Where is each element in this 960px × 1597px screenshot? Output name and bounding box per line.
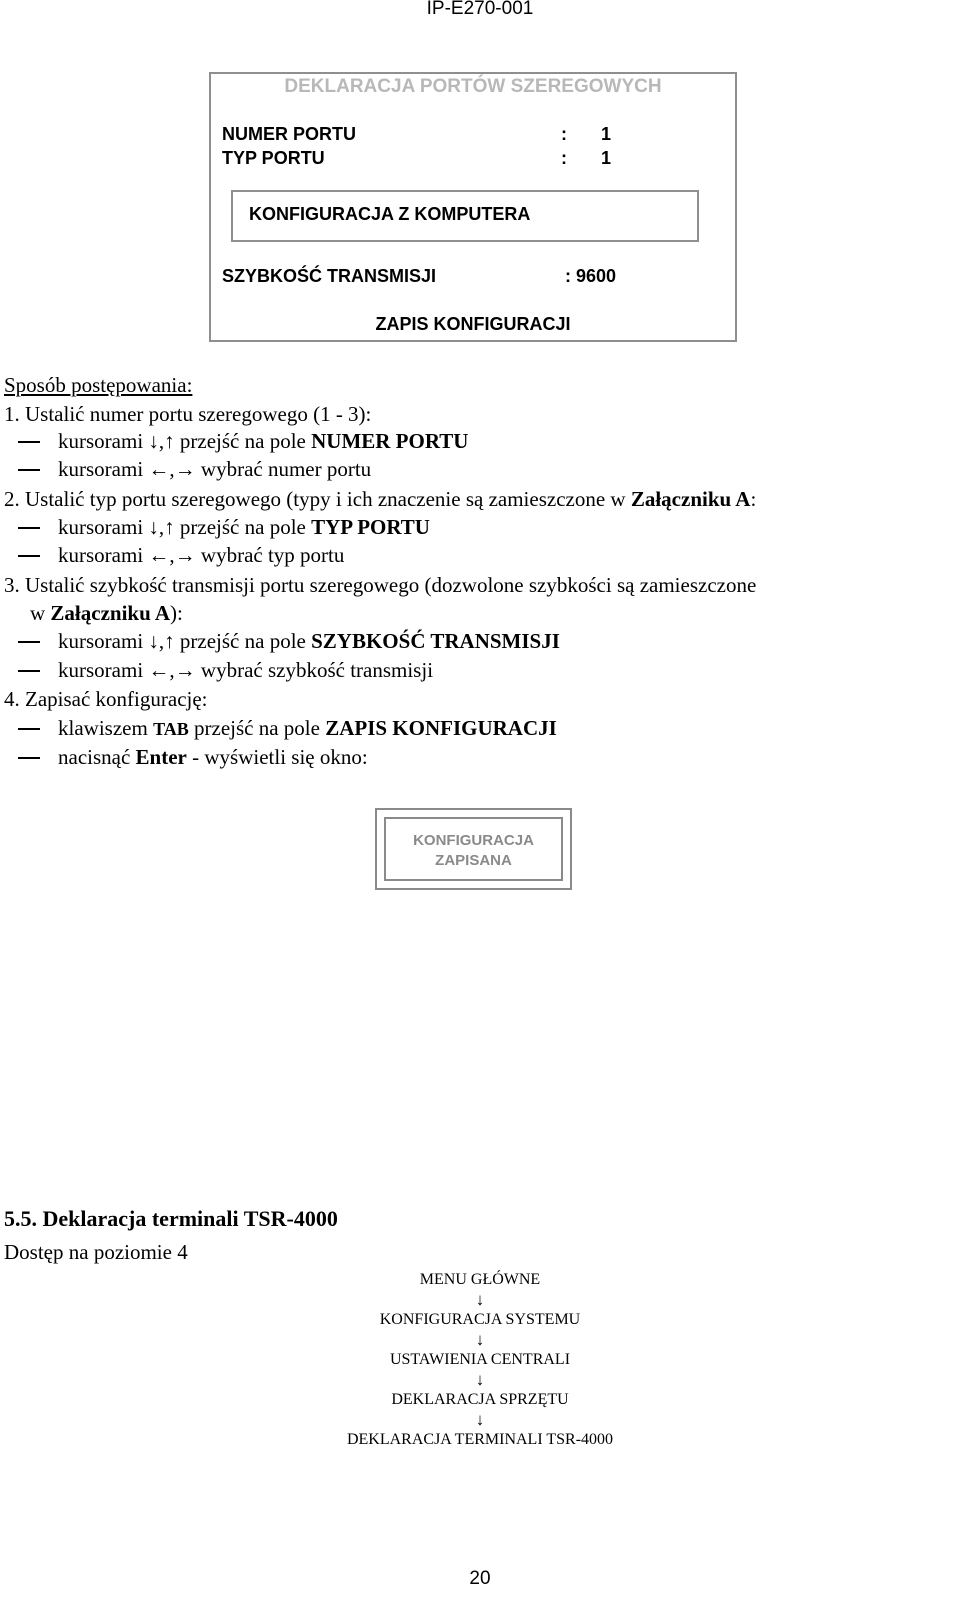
port-number-label: NUMER PORTU	[222, 124, 356, 144]
appendix-ref: Załączniku A	[630, 487, 751, 511]
key-ref-enter: Enter	[135, 745, 187, 769]
step-1b: kursorami ←,→ wybrać numer portu	[18, 455, 371, 483]
step-4a: klawiszem TAB przejść na pole ZAPIS KONFIGURACJI	[18, 714, 557, 743]
arrow-keys-leftright-icon: ←,→	[148, 543, 196, 567]
step-1a: kursorami ↓,↑ przejść na pole NUMER PORTU	[18, 427, 468, 455]
step-2b: kursorami ←,→ wybrać typ portu	[18, 541, 344, 569]
step-3-cont: w Załączniku A):	[30, 601, 183, 625]
menu-path-item: MENU GŁÓWNE	[419, 1271, 541, 1288]
arrow-keys-leftright-icon: ←,→	[148, 658, 196, 682]
port-type-value[interactable]: 1	[601, 148, 612, 168]
down-arrow-icon: ↓	[475, 1330, 485, 1349]
step-4b: nacisnąć Enter - wyświetli się okno:	[18, 743, 368, 771]
procedure-heading: Sposób postępowania:	[4, 373, 193, 397]
port-number-colon: :	[561, 124, 567, 144]
config-saved-popup	[375, 808, 572, 890]
field-ref: NUMER PORTU	[311, 429, 469, 453]
field-ref: ZAPIS KONFIGURACJI	[325, 716, 557, 740]
menu-path-item: DEKLARACJA SPRZĘTU	[391, 1391, 569, 1408]
step-2a: kursorami ↓,↑ przejść na pole TYP PORTU	[18, 513, 430, 541]
step-4: 4. Zapisać konfigurację:	[4, 687, 208, 711]
step-3b: kursorami ←,→ wybrać szybkość transmisji	[18, 656, 433, 684]
access-level: Dostęp na poziomie 4	[4, 1240, 188, 1264]
step-3a: kursorami ↓,↑ przejść na pole SZYBKOŚĆ TRANSMISJI	[18, 627, 560, 655]
menu-path-item: DEKLARACJA TERMINALI TSR-4000	[346, 1431, 614, 1448]
config-source-label: KONFIGURACJA Z KOMPUTERA	[249, 204, 531, 224]
serial-port-dialog	[209, 72, 737, 342]
down-arrow-icon: ↓	[475, 1370, 485, 1389]
field-ref: TYP PORTU	[311, 515, 430, 539]
arrow-keys-updown-icon: ↓,↑	[148, 429, 175, 453]
key-ref-tab: TAB	[153, 719, 189, 739]
bullet-dash	[18, 555, 40, 557]
port-type-colon: :	[561, 148, 567, 168]
arrow-keys-updown-icon: ↓,↑	[148, 629, 175, 653]
down-arrow-icon: ↓	[475, 1410, 485, 1429]
document-code: IP-E270-001	[426, 0, 534, 19]
page-number: 20	[469, 1568, 491, 1589]
menu-path-item: KONFIGURACJA SYSTEMU	[379, 1311, 581, 1328]
config-saved-message: KONFIGURACJA ZAPISANA	[413, 832, 534, 869]
port-number-value[interactable]: 1	[601, 124, 612, 144]
section-title: 5.5. Deklaracja terminali TSR-4000	[4, 1206, 338, 1231]
bullet-dash	[18, 728, 40, 730]
config-source-field[interactable]	[231, 190, 699, 242]
field-ref: SZYBKOŚĆ TRANSMISJI	[311, 629, 560, 653]
step-2: 2. Ustalić typ portu szeregowego (typy i ich znaczenie są zamieszczone w Załączniku A:	[4, 487, 757, 511]
menu-path-item: USTAWIENIA CENTRALI	[389, 1351, 571, 1368]
appendix-ref: Załączniku A	[50, 601, 171, 625]
bullet-dash	[18, 757, 40, 759]
save-config-button[interactable]: ZAPIS KONFIGURACJI	[375, 314, 571, 334]
baud-rate-value[interactable]: : 9600	[565, 266, 617, 286]
config-saved-inner-frame	[384, 817, 563, 881]
down-arrow-icon: ↓	[475, 1290, 485, 1309]
bullet-dash	[18, 527, 40, 529]
dialog-title: DEKLARACJA PORTÓW SZEREGOWYCH	[211, 74, 735, 100]
step-1: 1. Ustalić numer portu szeregowego (1 - 3):	[4, 402, 372, 426]
bullet-dash	[18, 469, 40, 471]
step-3: 3. Ustalić szybkość transmisji portu szeregowego (dozwolone szybkości są zamieszczone	[4, 573, 757, 597]
baud-rate-label: SZYBKOŚĆ TRANSMISJI	[222, 266, 437, 286]
arrow-keys-leftright-icon: ←,→	[148, 457, 196, 481]
bullet-dash	[18, 641, 40, 643]
bullet-dash	[18, 441, 40, 443]
bullet-dash	[18, 670, 40, 672]
port-type-label: TYP PORTU	[222, 148, 325, 168]
arrow-keys-updown-icon: ↓,↑	[148, 515, 175, 539]
